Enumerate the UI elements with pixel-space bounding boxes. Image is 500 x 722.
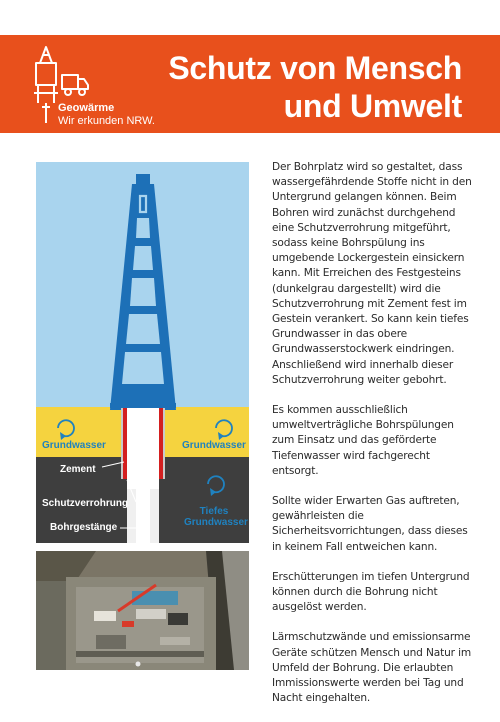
label-bohrgestaenge: Bohrgestänge [50, 522, 118, 533]
borehole-diagram-graphic [36, 162, 249, 543]
aerial-photo-drill-site [36, 551, 249, 670]
logo-line-1: Geowärme [58, 102, 115, 114]
title-line-2: und Umwelt [283, 88, 462, 124]
label-grundwasser-left: Grundwasser [42, 440, 106, 451]
label-tiefes-line-1: Tiefes [199, 506, 229, 517]
body-text-column [272, 160, 472, 722]
label-zement: Zement [60, 464, 96, 475]
label-tiefes-line-2: Grundwasser [184, 517, 248, 528]
label-schutzverrohrung: Schutzverrohrung [42, 498, 129, 509]
paragraph-3: Sollte wider Erwarten Gas auftreten, gewährleisten die Sicherheitsvorrichtungen, dass dieses in keinem Fall entweichen kann. [272, 495, 468, 553]
paragraph-4: Erschütterungen im tiefen Untergrund können durch die Bohrung nicht ausgelöst werden. [272, 570, 470, 614]
page-title [168, 49, 462, 125]
paragraph-1: Der Bohrplatz wird so gestaltet, dass wassergefährdende Stoffe nicht in den Untergrund gelangen können. Beim Bohren wird zunächst durchgehend eine Schutzverrohrung mitgeführt, sodass keine Bohrspülung ins umgebende Lockergestein einsickern kann. Mit Erreichen des Festgesteins (dunkelgrau dargestellt) wird die Schutzverrohrung mit Zement fest im Gestein verankert. So kann kein tiefes Grundwasser in das obere Grundwasserstockwerk eindringen. Anschließend wird innerhalb dieser Schutzverrohrung weiter gebohrt. [272, 161, 472, 386]
paragraph-2: Es kommen ausschließlich umweltverträgliche Bohrspülungen zum Einsatz und das geförderte Tiefenwasser wird fachgerecht entsorgt. [272, 404, 454, 477]
label-grundwasser-right: Grundwasser [182, 440, 246, 451]
aerial-photo-graphic [36, 551, 249, 670]
borehole-diagram [36, 162, 249, 543]
logo-line-2: Wir erkunden NRW. [58, 115, 155, 127]
title-line-1: Schutz von Mensch [168, 50, 462, 86]
label-tiefes-grundwasser [184, 506, 248, 528]
paragraph-5: Lärmschutzwände und emissionsarme Geräte schützen Mensch und Natur im Umfeld der Bohrung. Die erlaubten Immissionswerte werden bei Tag und Nacht eingehalten. [272, 631, 472, 705]
logo-text [58, 102, 155, 128]
header-banner [0, 35, 500, 133]
